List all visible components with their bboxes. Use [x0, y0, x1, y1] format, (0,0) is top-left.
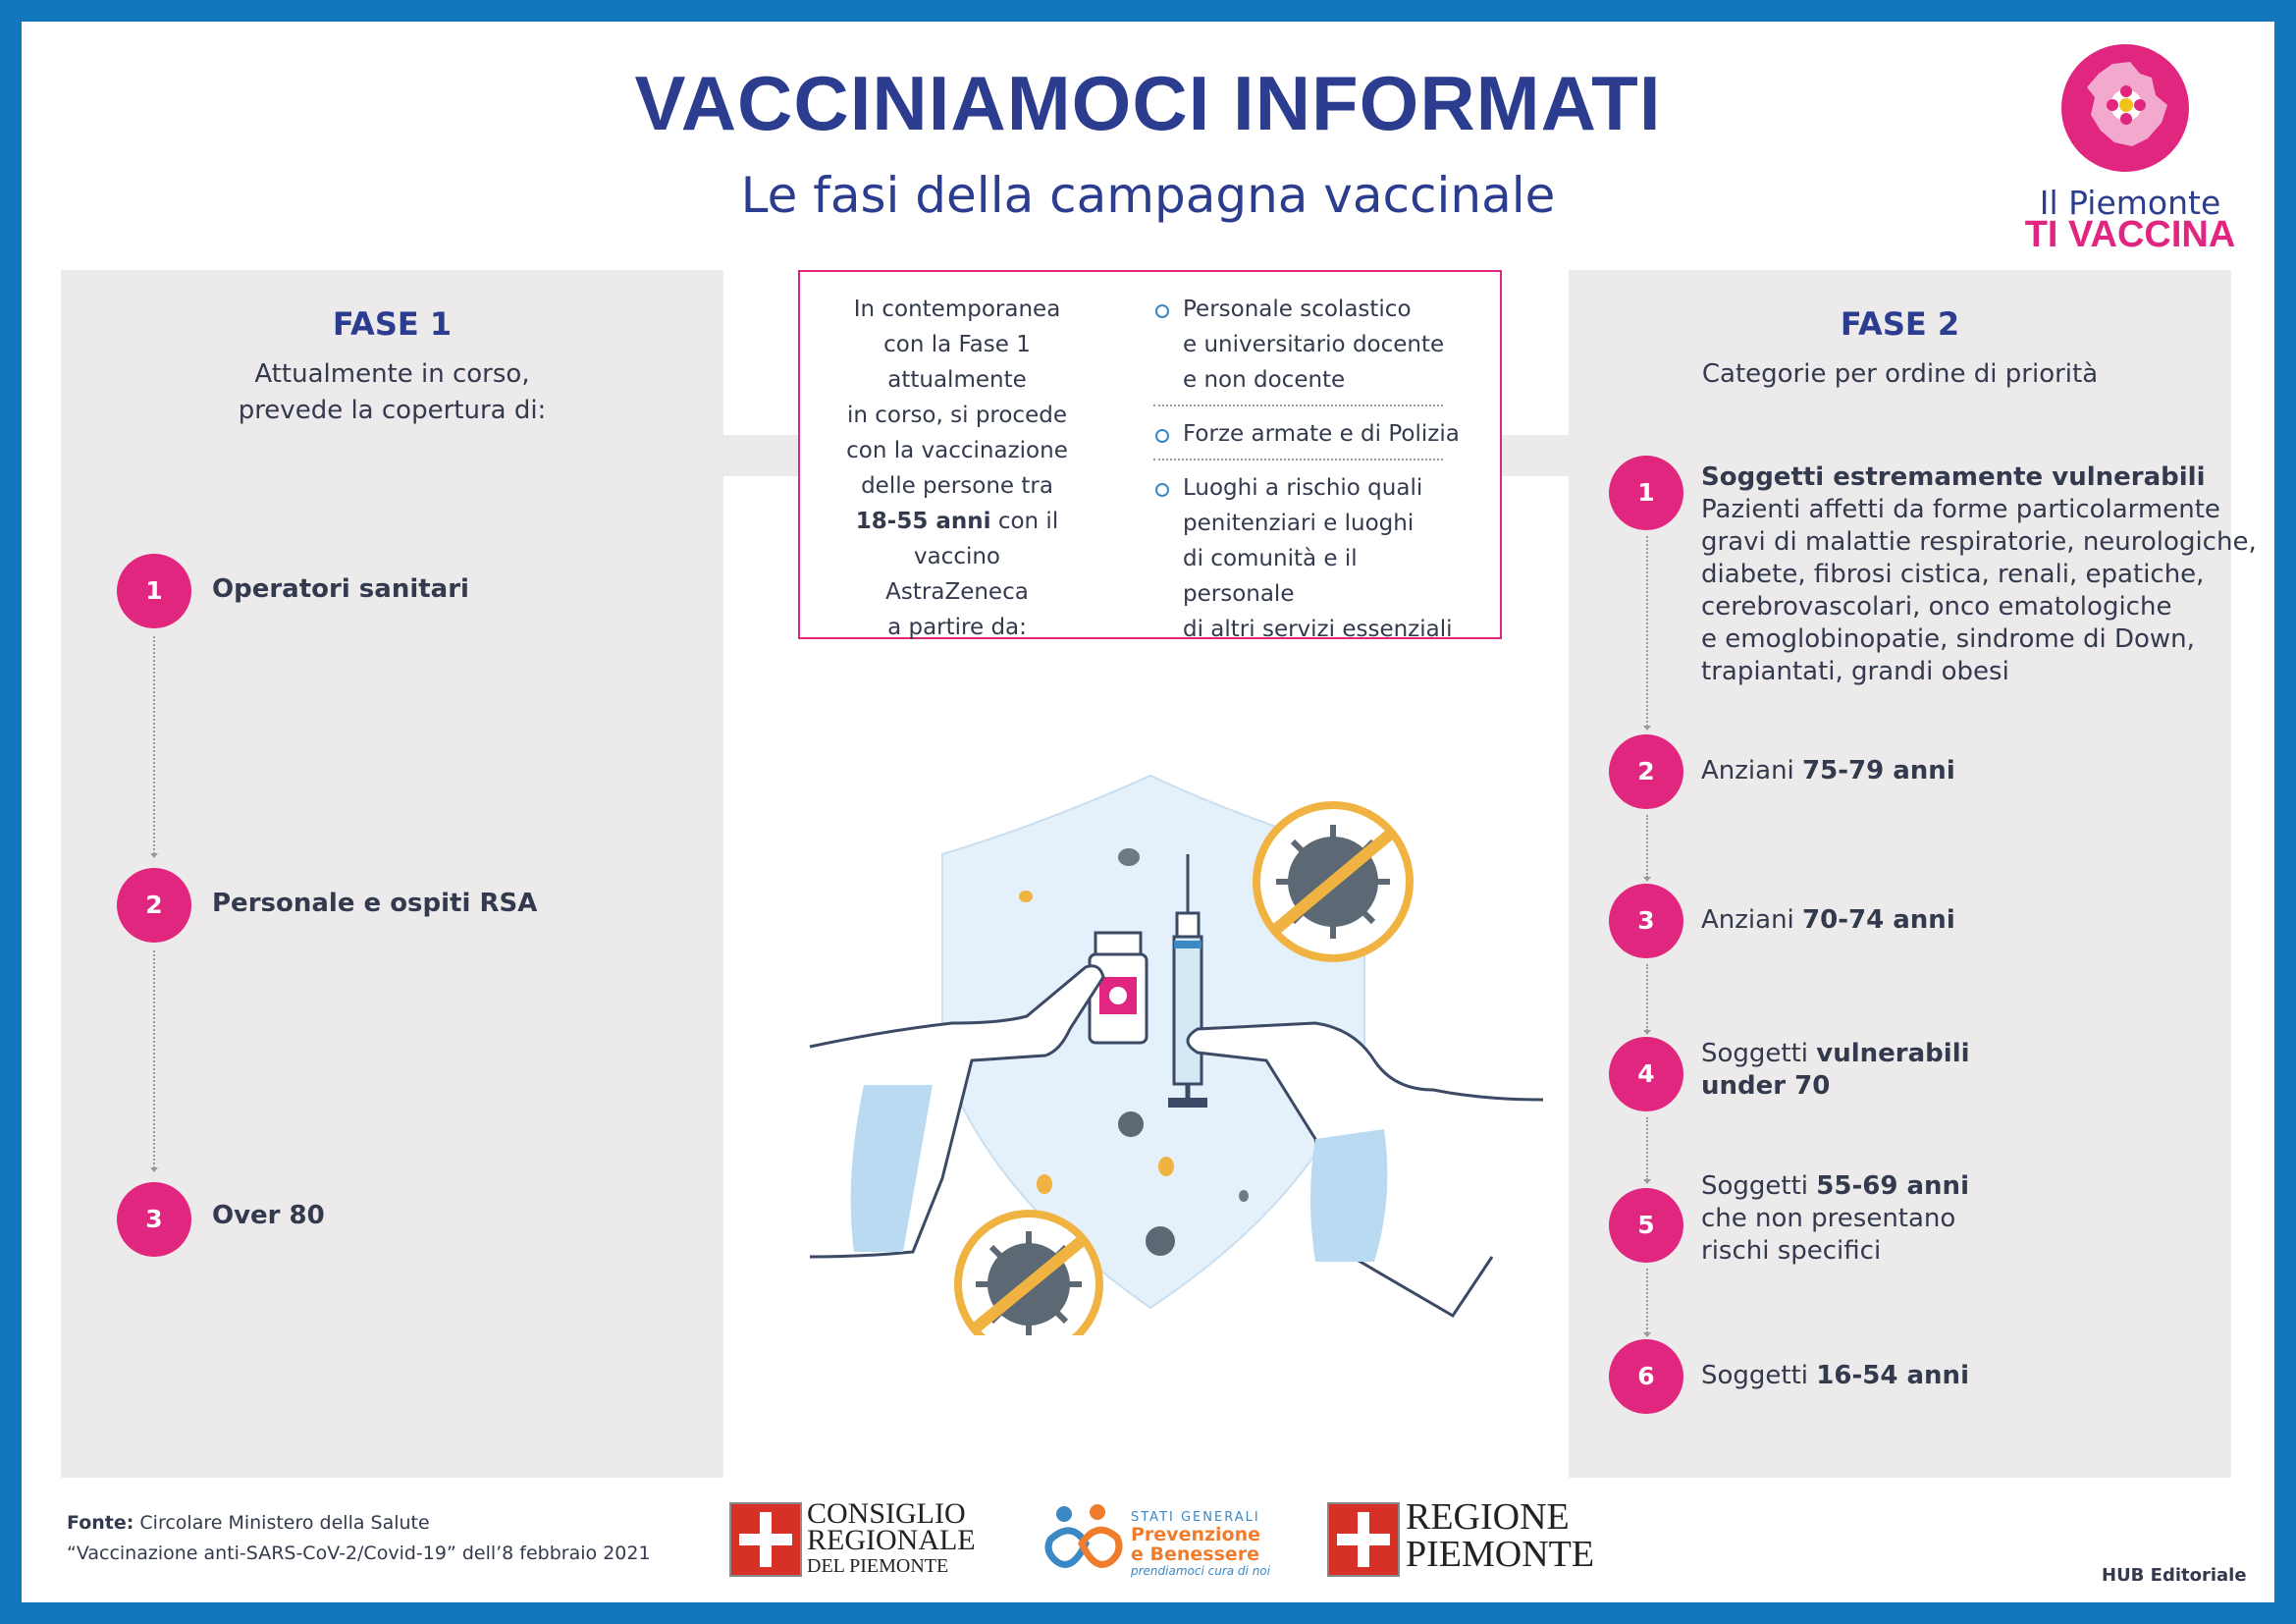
- crossed-virus-icon: [958, 1214, 1099, 1335]
- divider: [1153, 405, 1443, 406]
- fase1-number: 3: [117, 1182, 191, 1257]
- page-subtitle: Le fasi della campagna vaccinale: [740, 167, 1556, 224]
- bullet-circle-icon: [1155, 304, 1169, 318]
- source-line2: “Vaccinazione anti-SARS-CoV-2/Covid-19” dell’8 febbraio 2021: [67, 1543, 651, 1564]
- vaccine-illustration: [805, 766, 1551, 1335]
- consiglio-line: REGIONALE: [807, 1524, 976, 1556]
- stati-line: e Benessere: [1131, 1543, 1260, 1565]
- infobox-line: con la Fase 1 attualmente: [883, 332, 1031, 393]
- fase2-item: [1701, 755, 1955, 787]
- virus-icon: [1118, 1111, 1144, 1137]
- source-note: [67, 1508, 651, 1569]
- particle-icon: [1019, 891, 1033, 902]
- category-item: [1153, 292, 1468, 398]
- fase2-item-line: rischi specifici: [1701, 1236, 1882, 1266]
- fase2-item-line: cerebrovascolari, onco ematologiche: [1701, 592, 2172, 622]
- stati-generali-logo: [1131, 1510, 1270, 1578]
- regione-line: PIEMONTE: [1406, 1534, 1595, 1575]
- category-line: di comunità e il personale: [1183, 546, 1358, 607]
- fase2-item-line: diabete, fibrosi cistica, renali, epatiche,: [1701, 560, 2205, 589]
- fase1-item: Over 80: [212, 1201, 325, 1230]
- fase2-item-line: Pazienti affetti da forme particolarmente: [1701, 495, 2220, 524]
- fase2-item-line: trapiantati, grandi obesi: [1701, 657, 2009, 686]
- fase2-item-bold: 75-79 anni: [1802, 756, 1955, 785]
- dotted-arrow: [1646, 1269, 1648, 1333]
- source-text: Circolare Ministero della Salute: [133, 1512, 430, 1534]
- fase2-item-prefix: Anziani: [1701, 756, 1803, 785]
- dotted-arrow: [1646, 536, 1648, 727]
- fase2-title: FASE 2: [1840, 305, 1960, 343]
- source-label: Fonte:: [67, 1512, 134, 1534]
- category-line: Forze armate e di Polizia: [1183, 421, 1460, 447]
- consiglio-regionale-logo: [807, 1497, 976, 1580]
- fase1-subtitle-line2: prevede la copertura di:: [238, 396, 547, 425]
- particle-icon: [1158, 1157, 1174, 1176]
- divider: [1153, 459, 1443, 460]
- sleeve-icon: [1310, 1129, 1387, 1262]
- consiglio-line: CONSIGLIO: [807, 1497, 966, 1530]
- fase1-title: FASE 1: [332, 305, 453, 343]
- connector-right: [1498, 435, 1569, 476]
- fase2-number: 2: [1609, 734, 1683, 809]
- concurrent-vaccination-box: [798, 270, 1502, 642]
- infobox-line: vaccino AstraZeneca: [885, 544, 1029, 605]
- fase2-subtitle: Categorie per ordine di priorità: [1701, 359, 2099, 389]
- infobox-line: con la vaccinazione: [846, 438, 1068, 463]
- page-title: VACCINIAMOCI INFORMATI: [634, 60, 1662, 146]
- people-hearts-icon: [1042, 1500, 1125, 1579]
- category-line: Luoghi a rischio quali: [1183, 475, 1423, 501]
- fase2-item-prefix: Anziani: [1701, 905, 1803, 935]
- piemonte-map-icon: [2061, 44, 2189, 172]
- fase2-item: [1701, 1170, 1969, 1268]
- category-item: [1153, 470, 1468, 647]
- fase2-number: 1: [1609, 456, 1683, 530]
- fase2-number: 4: [1609, 1037, 1683, 1111]
- fase1-subtitle: [61, 356, 723, 429]
- stati-line: prendiamoci cura di noi: [1131, 1564, 1270, 1578]
- fase2-item-bold: 55-69 anni: [1816, 1171, 1969, 1201]
- category-item: [1153, 416, 1468, 452]
- bullet-circle-icon: [1155, 429, 1169, 443]
- fase2-item-prefix: Soggetti: [1701, 1039, 1817, 1068]
- fase2-panel: [1569, 270, 2231, 1478]
- category-line: Personale scolastico: [1183, 297, 1412, 322]
- dotted-arrow: [153, 636, 155, 854]
- fase1-number: 2: [117, 868, 191, 943]
- consiglio-line: DEL PIEMONTE: [807, 1555, 949, 1577]
- dotted-arrow: [153, 950, 155, 1168]
- fase2-item-line: e emoglobinopatie, sindrome di Down,: [1701, 624, 2195, 654]
- connector-left: [723, 435, 798, 476]
- infobox-age: 18-55 anni: [855, 509, 991, 534]
- fase2-number: 5: [1609, 1188, 1683, 1263]
- fase2-item-bold: under 70: [1701, 1071, 1831, 1101]
- regione-piemonte-logo: [1406, 1498, 1594, 1573]
- virus-icon: [1146, 1226, 1175, 1256]
- particle-icon: [1239, 1190, 1249, 1202]
- fase2-item-line: che non presentano: [1701, 1204, 1956, 1233]
- fase2-number: 6: [1609, 1339, 1683, 1414]
- fase2-item: [1701, 1360, 1969, 1392]
- piemonte-vaccina-logo: [2012, 44, 2248, 260]
- dotted-arrow: [1646, 815, 1648, 878]
- particle-icon: [1037, 1174, 1052, 1194]
- logo-line2: TI VACCINA: [2024, 214, 2236, 255]
- fase2-item-prefix: Soggetti: [1701, 1171, 1817, 1201]
- category-line: penitenziari e luoghi: [1183, 511, 1415, 536]
- infobox-line: a partire da:: [887, 615, 1027, 640]
- dotted-arrow: [1646, 964, 1648, 1031]
- stati-line: STATI GENERALI: [1131, 1510, 1260, 1525]
- category-line: di altri servizi essenziali: [1183, 617, 1453, 642]
- crossed-virus-icon: [1256, 805, 1410, 958]
- particle-icon: [1118, 848, 1140, 866]
- fase2-item: [1701, 1038, 1970, 1103]
- fase2-item-prefix: Soggetti: [1701, 1361, 1817, 1390]
- fase2-item-bold: 16-54 anni: [1816, 1361, 1969, 1390]
- fase1-subtitle-line1: Attualmente in corso,: [254, 359, 530, 389]
- publisher-credit: HUB Editoriale: [2102, 1565, 2247, 1586]
- infobox-line: in corso, si procede: [847, 403, 1067, 428]
- fase2-item-line: gravi di malattie respiratorie, neurologiche,: [1701, 527, 2257, 557]
- infobox-line: delle persone tra: [861, 473, 1053, 499]
- category-line: e universitario docente: [1183, 332, 1445, 357]
- fase2-item-bold: 70-74 anni: [1802, 905, 1955, 935]
- fase2-item-bold: Soggetti estremamente vulnerabili: [1701, 462, 2206, 492]
- infobox-categories: [1153, 292, 1468, 647]
- consiglio-crest-icon: [729, 1502, 802, 1577]
- fase2-item: [1701, 461, 2257, 688]
- infobox-line: In contemporanea: [853, 297, 1061, 322]
- infobox-description: [839, 292, 1075, 645]
- fase1-number: 1: [117, 554, 191, 628]
- infobox-age-suffix: con il: [990, 509, 1059, 534]
- fase1-item: Operatori sanitari: [212, 574, 469, 604]
- infobox-age-line: [839, 504, 1075, 539]
- fase2-number: 3: [1609, 884, 1683, 958]
- category-line: e non docente: [1183, 367, 1346, 393]
- dotted-arrow: [1646, 1117, 1648, 1180]
- stati-line: Prevenzione: [1131, 1524, 1261, 1545]
- bullet-circle-icon: [1155, 483, 1169, 497]
- regione-line: REGIONE: [1406, 1496, 1570, 1538]
- fase1-item: Personale e ospiti RSA: [212, 889, 538, 918]
- logo-line1: Il Piemonte: [2039, 184, 2221, 222]
- regione-crest-icon: [1327, 1502, 1400, 1577]
- fase2-item-bold: vulnerabili: [1816, 1039, 1970, 1068]
- fase2-item: [1701, 904, 1955, 937]
